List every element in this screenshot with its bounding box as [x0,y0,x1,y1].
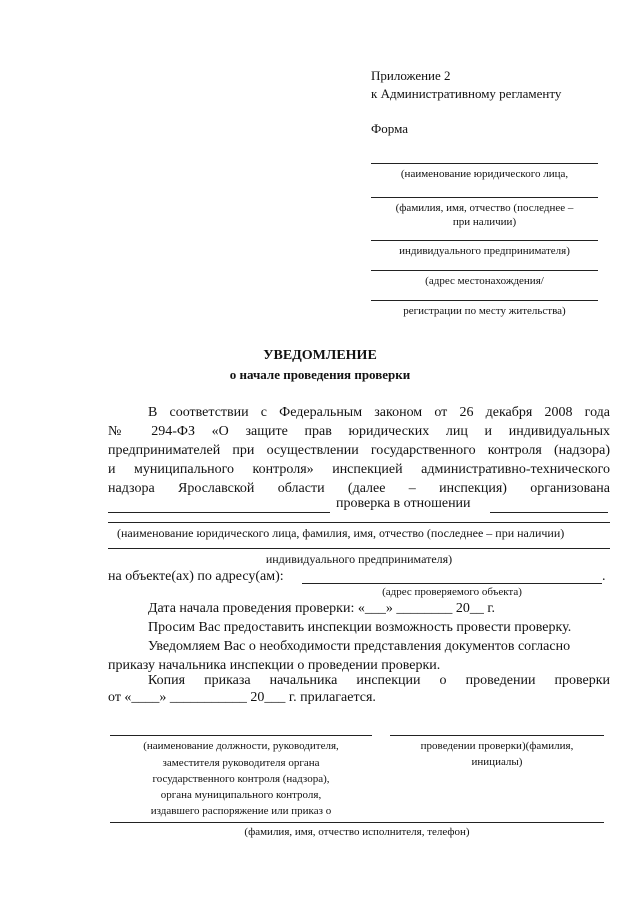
object-address-blank [302,583,602,584]
addressee-line-5 [371,300,598,301]
entity-blank [108,522,610,523]
addressee-caption-3: индивидуального предпринимателя) [399,245,570,257]
signature-right-1: проведении проверки)(фамилия, [420,740,574,752]
executor-line [110,822,604,823]
addressee-caption-1: (наименование юридического лица, [400,168,569,180]
entity-blank-2 [108,548,610,549]
signature-left-2: заместителя руководителя органа [162,757,320,769]
caption-ip: индивидуального предпринимателя) [265,552,453,566]
document-title: УВЕДОМЛЕНИЕ [263,348,377,363]
signature-left-5: издавшего распоряжение или приказ о [150,805,332,817]
signature-left-4: органа муниципального контроля, [160,789,322,801]
addressee-caption-4: (адрес местонахождения/ [425,275,544,287]
request-text: Просим Вас предоставить инспекции возможность провести проверку. [148,620,572,635]
signature-position-line [110,735,372,736]
paragraph-1-line-3: предпринимателей при осуществлении государственного контроля (надзора) [108,443,610,458]
regulation-label: к Административному регламенту [371,86,562,101]
addressee-caption-2b: при наличии) [452,216,517,228]
copy-line-2: от «____» ___________ 20___ г. прилагается. [108,690,376,705]
object-address-label: на объекте(ах) по адресу(ам): [108,569,284,584]
object-address-dot: . [602,569,606,584]
signature-right-2: инициалы) [471,756,523,768]
paragraph-1-line-1: В соответствии с Федеральным законом от 26 декабря 2008 года [148,405,610,420]
appendix-label: Приложение 2 [371,68,451,83]
caption-entity: (наименование юридического лица, фамилия, имя, отчество (последнее – при наличии) [117,526,565,540]
paragraph-1-line-5: надзора Ярославской области (далее – инспекция) организована [108,481,610,496]
notify-line-1: Уведомляем Вас о необходимости представления документов согласно [148,639,571,654]
paragraph-1-line-4: и муниципального контроля» инспекцией административно-технического [108,462,610,477]
paragraph-1-line-2: № 294-ФЗ «О защите прав юридических лиц и индивидуальных [108,424,610,439]
addressee-line-3 [371,240,598,241]
notify-line-2: приказу начальника инспекции о проведении проверки. [108,658,441,673]
signature-name-line [390,735,604,736]
subject-blank [490,512,608,513]
paragraph-1-line-6: проверка в отношении [336,496,471,511]
signature-left-1: (наименование должности, руководителя, [143,740,339,752]
addressee-line-4 [371,270,598,271]
addressee-line-1 [371,163,598,164]
addressee-caption-5: регистрации по месту жительства) [403,305,566,317]
start-date: Дата начала проведения проверки: «___» ________ 20__ г. [148,601,496,616]
caption-address: (адрес проверяемого объекта) [382,586,522,598]
document-subtitle: о начале проведения проверки [229,367,411,382]
form-label: Форма [371,121,408,136]
signature-left-3: государственного контроля (надзора), [152,773,330,785]
addressee-line-2 [371,197,598,198]
copy-line-1: Копия приказа начальника инспекции о проведении проверки [148,673,610,688]
addressee-caption-2a: (фамилия, имя, отчество (последнее – [395,202,574,214]
organization-blank [108,512,330,513]
executor-caption: (фамилия, имя, отчество исполнителя, телефон) [244,826,470,838]
